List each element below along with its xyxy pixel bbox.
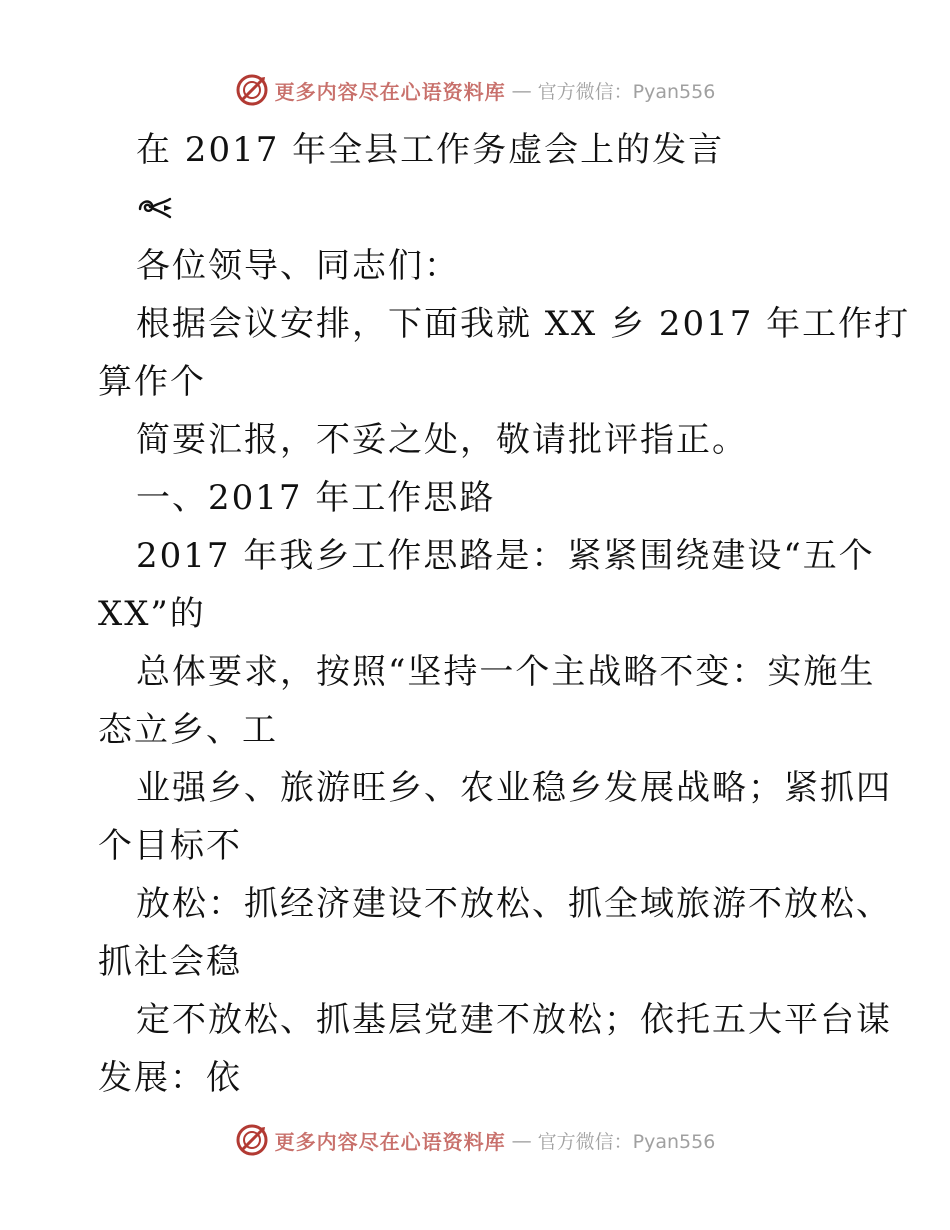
watermark-dash: — xyxy=(511,78,532,102)
paragraph-line: XX”的 xyxy=(98,594,206,634)
watermark-banner-bottom xyxy=(0,1120,950,1160)
paragraph-line: 算作个 xyxy=(98,362,206,402)
watermark-banner-top xyxy=(0,70,950,110)
section-heading: 一、2017 年工作思路 xyxy=(136,478,496,518)
paragraph-line: 简要汇报，不妥之处，敬请批评指正。 xyxy=(136,420,748,460)
paragraph-line: 根据会议安排，下面我就 XX 乡 2017 年工作打 xyxy=(136,304,911,344)
paragraph-line: 个目标不 xyxy=(98,826,242,866)
paragraph-line: 定不放松、抓基层党建不放松；依托五大平台谋 xyxy=(136,1000,892,1040)
paragraph-line: 发展：依 xyxy=(98,1058,242,1098)
paragraph-line: 业强乡、旅游旺乡、农业稳乡发展战略；紧抓四 xyxy=(136,768,892,808)
watermark-wechat-text: 官方微信：Pyan556 xyxy=(537,80,716,103)
watermark-brand-text: 更多内容尽在心语资料库 xyxy=(274,1129,506,1154)
brand-logo-icon xyxy=(235,73,269,107)
brand-logo-icon xyxy=(235,1123,269,1157)
watermark-dash: — xyxy=(511,1128,532,1152)
paragraph-line: 总体要求，按照“坚持一个主战略不变：实施生 xyxy=(136,652,876,692)
watermark-wechat-text: 官方微信：Pyan556 xyxy=(537,1130,716,1153)
ornament-flourish-icon xyxy=(98,179,898,237)
paragraph-line: 抓社会稳 xyxy=(98,942,242,982)
paragraph-line: 态立乡、工 xyxy=(98,710,278,750)
document-title: 在 2017 年全县工作务虚会上的发言 xyxy=(136,130,725,170)
salutation: 各位领导、同志们： xyxy=(136,246,460,286)
watermark-brand-text: 更多内容尽在心语资料库 xyxy=(274,79,506,104)
paragraph-line: 2017 年我乡工作思路是：紧紧围绕建设“五个 xyxy=(136,536,875,576)
document-body xyxy=(98,121,911,1107)
paragraph-line: 放松：抓经济建设不放松、抓全域旅游不放松、 xyxy=(136,884,892,924)
